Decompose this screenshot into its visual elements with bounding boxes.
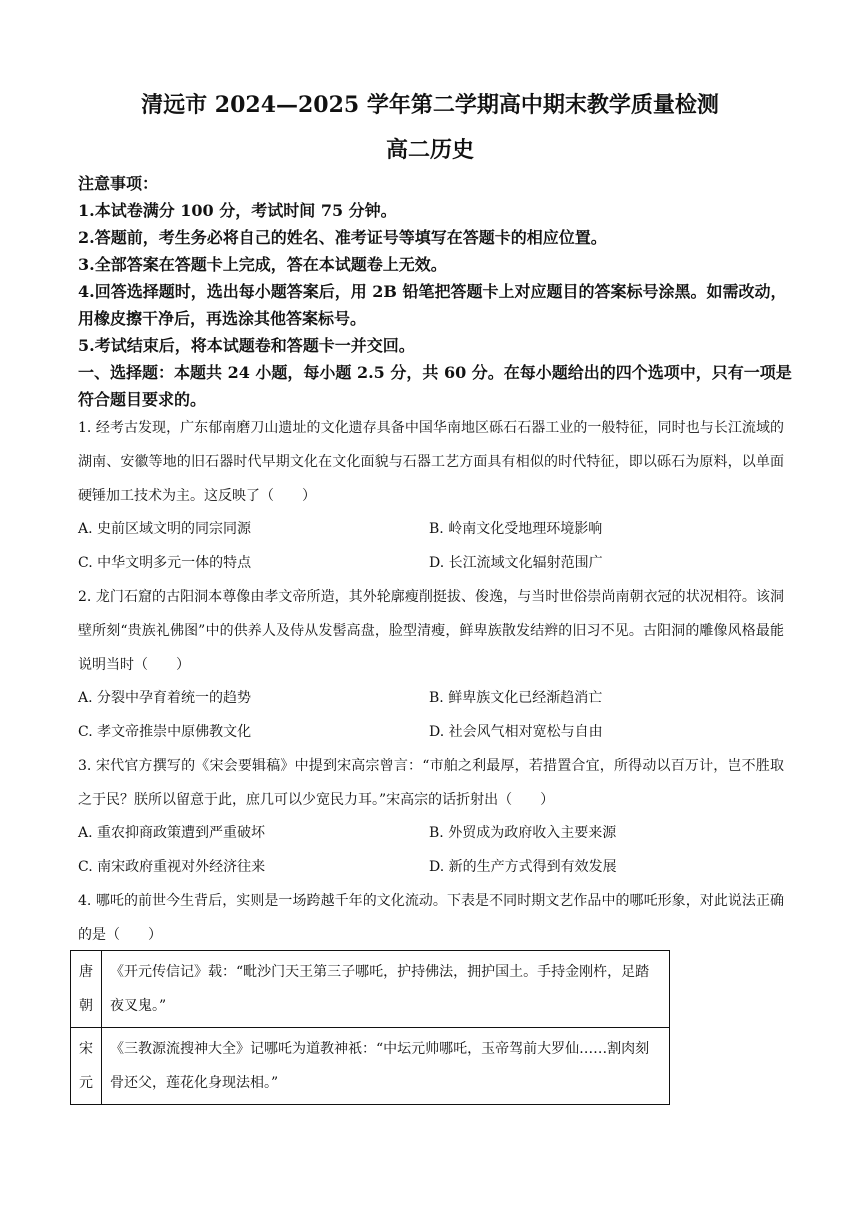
table-row [71,951,670,1028]
question-4-table [70,950,670,1105]
notice-item: 5.考试结束后，将本试题卷和答题卡一并交回。 [78,336,415,355]
question-1-stem: 1. 经考古发现，广东郁南磨刀山遗址的文化遗存具备中国华南地区砾石石器工业的一般特征，同时也与长江流域的湖南、安徽等地的旧石器时代早期文化在文化面貌与石器工艺方面具有相似的时代特征，即以砾石为原料，以单面硬锤加工技术为主。这反映了（ ） [78,420,784,504]
question-2-stem: 2. 龙门石窟的古阳洞本尊像由孝文帝所造，其外轮廓瘦削挺拔、俊逸，与当时世俗崇尚南朝衣冠的状况相符。该洞壁所刻“贵族礼佛图”中的供养人及侍从发髻高盘，脸型清瘦，鲜卑族散发结辫的旧习不见。古阳洞的雕像风格最能说明当时（ ） [78,589,784,673]
table-text-cell: 《三教源流搜神大全》记哪吒为道教神祇：“中坛元帅哪吒，玉帝驾前大罗仙……割肉刻骨还父，莲花化身现法相。” [102,1028,670,1105]
question-3-option-b[interactable]: B. 外贸成为政府收入主要来源 [429,825,617,841]
question-2-option-b[interactable]: B. 鲜卑族文化已经渐趋消亡 [429,690,603,706]
table-row [71,1028,670,1105]
question-2-option-c[interactable]: C. 孝文帝推崇中原佛教文化 [78,724,252,740]
exam-subject: 高二历史 [385,137,474,163]
section-heading: 一、选择题：本题共 24 小题，每小题 2.5 分，共 60 分。在每小题给出的四个选项中，只有一项是符合题目要求的。 [78,363,792,409]
question-1-option-d[interactable]: D. 长江流域文化辐射范围广 [429,555,603,571]
table-era-cell: 宋元 [71,1028,102,1105]
question-1-option-a[interactable]: A. 史前区域文明的同宗同源 [78,521,252,537]
question-3-option-c[interactable]: C. 南宋政府重视对外经济往来 [78,859,266,875]
notice-item: 3.全部答案在答题卡上完成，答在本试题卷上无效。 [78,255,447,274]
notice-block [78,170,798,413]
question-4-stem: 4. 哪吒的前世今生背后，实则是一场跨越千年的文化流动。下表是不同时期文艺作品中的哪吒形象，对此说法正确的是（ ） [78,893,784,943]
table-era-cell: 唐朝 [71,951,102,1028]
question-1-option-c[interactable]: C. 中华文明多元一体的特点 [78,555,252,571]
question-3-option-d[interactable]: D. 新的生产方式得到有效发展 [429,859,617,875]
question-1-option-b[interactable]: B. 岭南文化受地理环境影响 [429,521,603,537]
question-2-option-a[interactable]: A. 分裂中孕育着统一的趋势 [78,690,252,706]
notice-item: 4.回答选择题时，选出每小题答案后，用 2B 铅笔把答题卡上对应题目的答案标号涂黑。如需改动，用橡皮擦干净后，再选涂其他答案标号。 [78,282,787,328]
notice-heading: 注意事项： [78,174,159,193]
question-3-option-a[interactable]: A. 重农抑商政策遭到严重破坏 [78,825,266,841]
notice-item: 2.答题前，考生务必将自己的姓名、准考证号等填写在答题卡的相应位置。 [78,228,607,247]
table-text-cell: 《开元传信记》载：“毗沙门天王第三子哪吒，护持佛法，拥护国土。手持金刚杵，足踏夜叉鬼。” [102,951,670,1028]
exam-title: 清远市 2024—2025 学年第二学期高中期末教学质量检测 [141,92,719,118]
notice-item: 1.本试卷满分 100 分，考试时间 75 分钟。 [78,201,397,220]
question-3-stem: 3. 宋代官方撰写的《宋会要辑稿》中提到宋高宗曾言：“市舶之利最厚，若措置合宜，所得动以百万计，岂不胜取之于民？朕所以留意于此，庶几可以少宽民力耳。”宋高宗的话折射出（ ） [78,758,784,808]
question-2-option-d[interactable]: D. 社会风气相对宽松与自由 [429,724,603,740]
